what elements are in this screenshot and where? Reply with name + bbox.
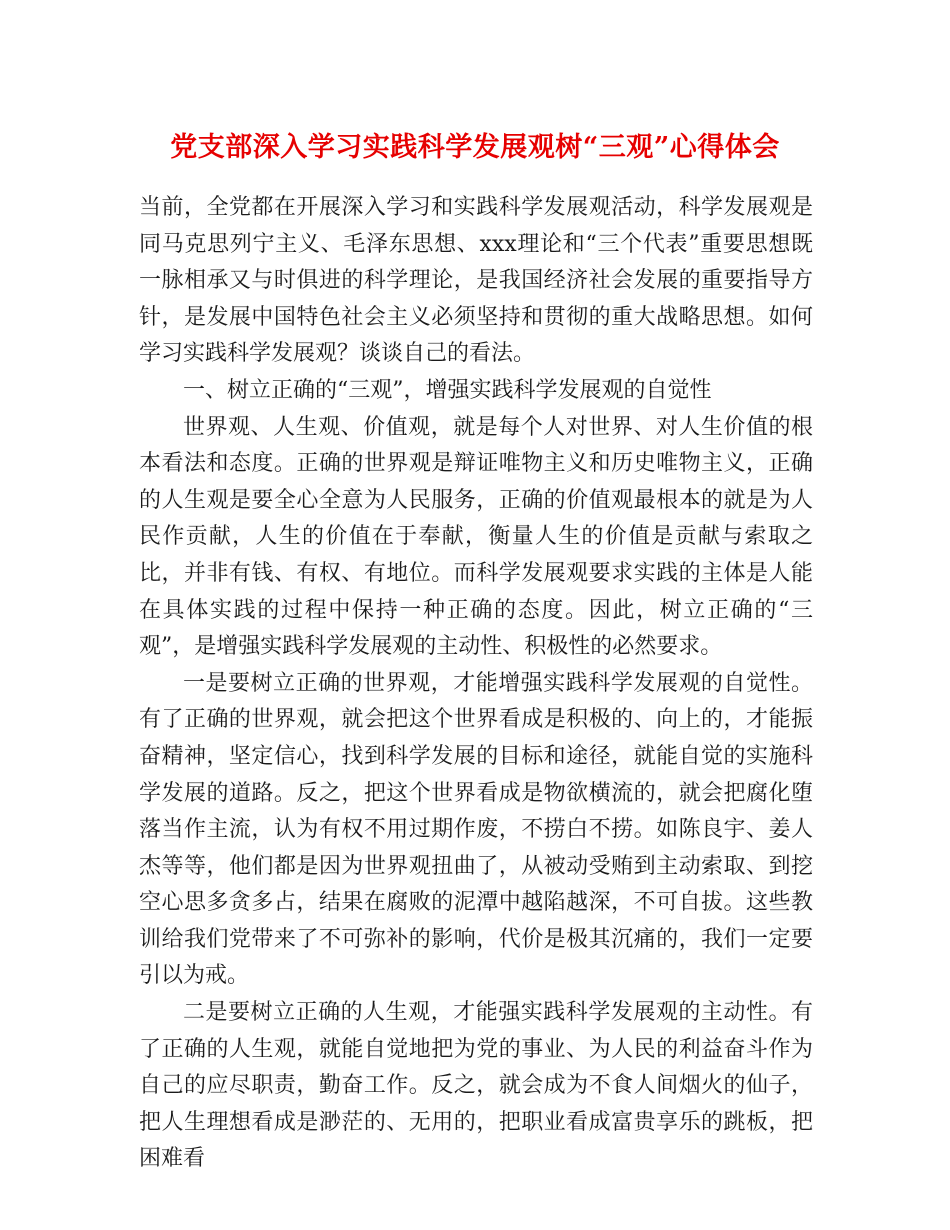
paragraph-outlook-on-life: 二是要树立正确的人生观，才能强实践科学发展观的主动性。有了正确的人生观，就能自觉地把为党的事业、为人民的利益奋斗作为自己的应尽职责，勤奋工作。反之，就会成为不食人间烟火的仙子，把人生理想看成是渺茫的、无用的，把职业看成富贵享乐的跳板，把困难看 xyxy=(139,1000,813,1172)
document-body xyxy=(139,190,813,1178)
paragraph-three-views: 世界观、人生观、价值观，就是每个人对世界、对人生价值的根本看法和态度。正确的世界观是辩证唯物主义和历史唯物主义，正确的人生观是要全心全意为人民服务，正确的价值观最根本的就是为人民作贡献，人生的价值在于奉献，衡量人生的价值是贡献与索取之比，并非有钱、有权、有地位。而科学发展观要求实践的主体是人能在具体实践的过程中保持一种正确的态度。因此，树立正确的“三观”，是增强实践科学发展观的主动性、积极性的必然要求。 xyxy=(139,414,813,660)
section-heading-1: 一、树立正确的“三观”，增强实践科学发展观的自觉性 xyxy=(183,377,712,403)
paragraph-intro: 当前，全党都在开展深入学习和实践科学发展观活动，科学发展观是同马克思列宁主义、毛泽东思想、xxx理论和“三个代表”重要思想既一脉相承又与时俱进的科学理论，是我国经济社会发展的重要指导方针，是发展中国特色社会主义必须坚持和贯彻的重大战略思想。如何学习实践科学发展观？谈谈自己的看法。 xyxy=(139,195,813,367)
document-title: 党支部深入学习实践科学发展观树“三观”心得体会 xyxy=(170,132,780,163)
paragraph-worldview: 一是要树立正确的世界观，才能增强实践科学发展观的自觉性。有了正确的世界观，就会把这个世界看成是积极的、向上的，才能振奋精神，坚定信心，找到科学发展的目标和途径，就能自觉的实施科学发展的道路。反之，把这个世界看成是物欲横流的，就会把腐化堕落当作主流，认为有权不用过期作废，不捞白不捞。如陈良宇、姜人杰等等，他们都是因为世界观扭曲了，从被动受贿到主动索取、到挖空心思多贪多占，结果在腐败的泥潭中越陷越深，不可自拔。这些教训给我们党带来了不可弥补的影响，代价是极其沉痛的，我们一定要引以为戒。 xyxy=(139,670,813,989)
